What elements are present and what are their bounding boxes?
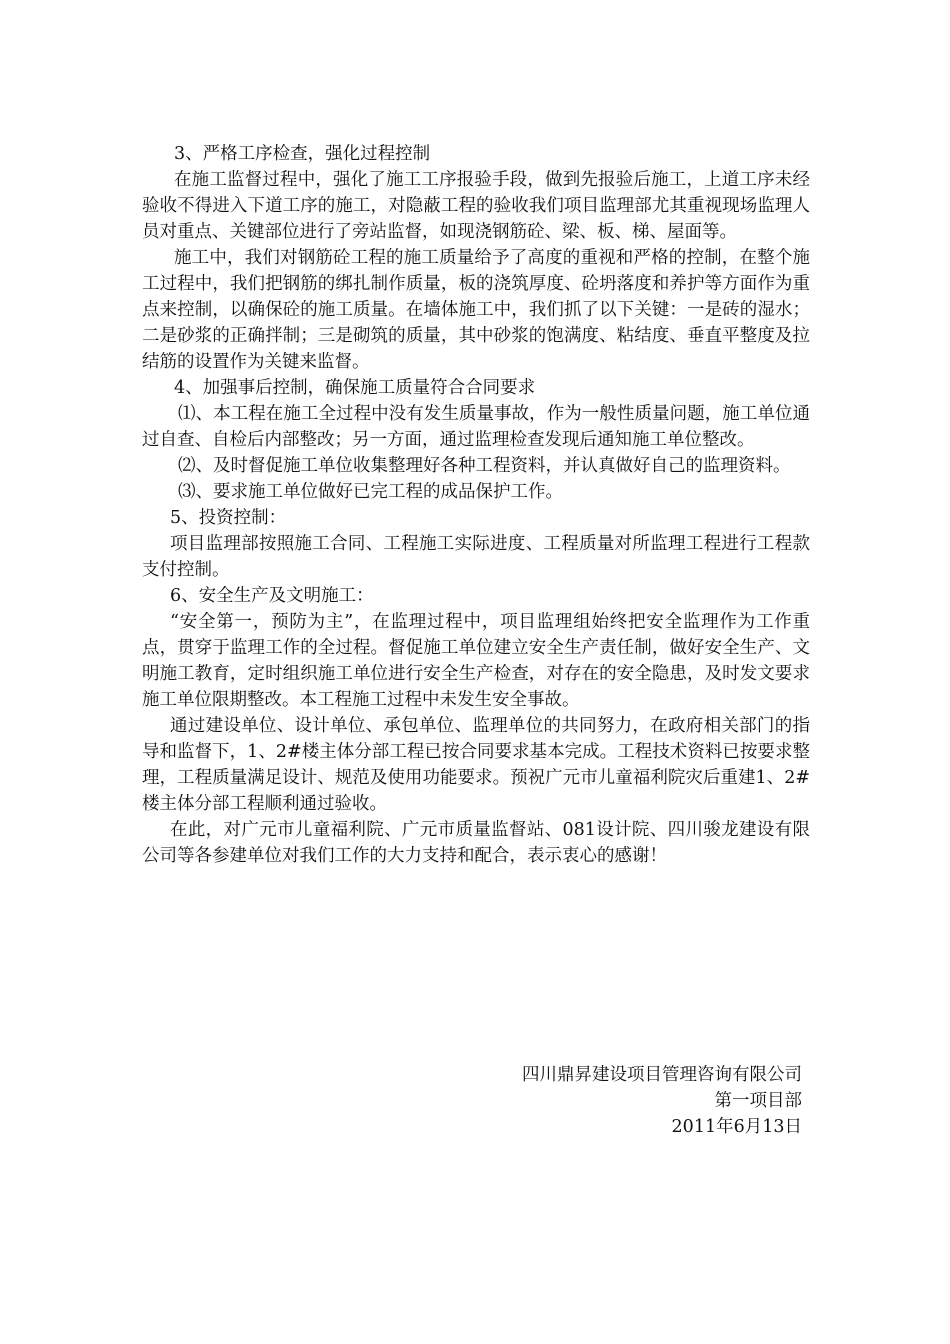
paragraph-concrete-quality: 施工中，我们对钢筋砼工程的施工质量给予了高度的重视和严格的控制，在整个施工过程中，我们把钢筋的绑扎制作质量，板的浇筑厚度、砼坍落度和养护等方面作为重点来控制，以确保砼的施工质量。在墙体施工中，我们抓了以下关键：一是砖的湿水；二是砂浆的正确拌制；三是砌筑的质量，其中砂浆的饱满度、粘结度、垂直平整度及拉结筋的设置作为关键来监督。 (142, 248, 810, 372)
paragraph-item-3: ⑶、要求施工单位做好已完工程的成品保护工作。 (178, 482, 563, 502)
signature-block (522, 1062, 802, 1140)
heading-post-control: 4、加强事后控制，确保施工质量符合合同要求 (174, 378, 536, 398)
heading-safety: 6、安全生产及文明施工： (170, 586, 374, 606)
paragraph-safety: “安全第一，预防为主”，在监理过程中，项目监理组始终把安全监理作为工作重点，贯穿于监理工作的全过程。督促施工单位建立安全生产责任制，做好安全生产、文明施工教育，定时组织施工单位进行安全生产检查，对存在的安全隐患，及时发文要求施工单位限期整改。本工程施工过程中未发生安全事故。 (142, 612, 810, 710)
signature-company: 四川鼎昇建设项目管理咨询有限公司 (522, 1065, 802, 1085)
paragraph-investment: 项目监理部按照施工合同、工程施工实际进度、工程质量对所监理工程进行工程款支付控制。 (142, 534, 810, 580)
paragraph-item-2: ⑵、及时督促施工单位收集整理好各种工程资料，并认真做好自己的监理资料。 (178, 456, 791, 476)
paragraph-completion: 通过建设单位、设计单位、承包单位、监理单位的共同努力，在政府相关部门的指导和监督下，1、2#楼主体分部工程已按合同要求基本完成。工程技术资料已按要求整理，工程质量满足设计、规范及使用功能要求。预祝广元市儿童福利院灾后重建1、2#楼主体分部工程顺利通过验收。 (142, 716, 810, 814)
heading-process-inspection: 3、严格工序检查，强化过程控制 (174, 144, 431, 164)
document-body (142, 141, 810, 869)
heading-investment-control: 5、投资控制： (170, 508, 287, 528)
signature-date: 2011年6月13日 (671, 1117, 802, 1137)
paragraph-thanks: 在此，对广元市儿童福利院、广元市质量监督站、081设计院、四川骏龙建设有限公司等各参建单位对我们工作的大力支持和配合，表示衷心的感谢！ (142, 820, 810, 866)
paragraph-supervision-process: 在施工监督过程中，强化了施工工序报验手段，做到先报验后施工，上道工序未经验收不得进入下道工序的施工，对隐蔽工程的验收我们项目监理部尤其重视现场监理人员对重点、关键部位进行了旁站监督，如现浇钢筋砼、梁、板、梯、屋面等。 (142, 170, 810, 242)
paragraph-item-1: ⑴、本工程在施工全过程中没有发生质量事故，作为一般性质量问题，施工单位通过自查、自检后内部整改；另一方面，通过监理检查发现后通知施工单位整改。 (142, 404, 810, 450)
signature-department: 第一项目部 (714, 1091, 802, 1111)
